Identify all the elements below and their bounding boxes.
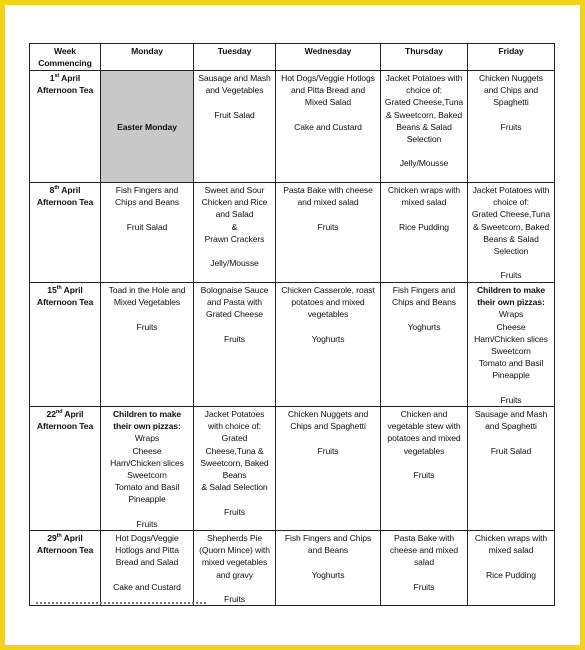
menu-line	[471, 382, 551, 394]
menu-line: Fruits	[500, 270, 522, 281]
menu-line: Pasta Bake with cheese and mixed salad	[283, 185, 373, 208]
menu-cell-tuesday	[194, 531, 276, 606]
menu-line	[197, 493, 272, 505]
week-date: 8	[49, 185, 55, 195]
header-friday: Friday	[468, 44, 555, 71]
menu-line: Fruits	[224, 333, 245, 344]
menu-line: Fish Fingers and Chips and Beans	[115, 185, 179, 208]
week-commencing-cell	[30, 531, 101, 606]
week-month: April	[63, 285, 83, 295]
menu-cell-monday	[101, 531, 194, 606]
menu-line: Chicken wraps with mixed salad	[474, 533, 548, 556]
menu-line: Ham/Chicken slices	[474, 333, 548, 344]
menu-line: Ham/Chicken slices	[110, 457, 184, 468]
week-date: 15	[47, 285, 57, 295]
menu-line: Shepherds Pie (Quorn Mince) with mixed vegetables and gravy	[199, 533, 270, 580]
week-row	[30, 183, 555, 283]
menu-sheet	[29, 43, 554, 606]
menu-line	[279, 321, 377, 333]
menu-line	[279, 432, 377, 444]
menu-line: Chicken Casserole, roast potatoes and mixed vegetables	[281, 285, 375, 320]
menu-line: Fish Fingers and Chips and Beans	[284, 533, 372, 556]
menu-line	[104, 308, 190, 320]
menu-line: Fruits	[413, 470, 435, 481]
menu-line: Chicken Nuggets and Chips and Spaghetti	[479, 73, 543, 108]
week-label: Afternoon Tea	[36, 197, 94, 208]
menu-line: Sausage and Mash and Vegetables	[198, 73, 271, 96]
menu-line: Jacket Potatoes with choice of:	[385, 73, 463, 96]
menu-line	[197, 581, 272, 593]
week-label: Afternoon Tea	[36, 545, 94, 556]
week-row	[30, 531, 555, 606]
header-row	[30, 44, 555, 71]
week-row	[30, 407, 555, 531]
menu-line: Yoghurts	[311, 333, 345, 344]
menu-cell-friday	[468, 183, 555, 283]
menu-line: Fruits	[224, 506, 245, 517]
week-date: 22	[46, 409, 56, 420]
menu-line: Rice Pudding	[399, 221, 449, 232]
menu-line: Chicken Nuggets and Chips and Spaghetti	[287, 409, 369, 432]
menu-line	[197, 321, 272, 333]
menu-line	[471, 109, 551, 121]
menu-line: Sausage and Mash and Spaghetti	[474, 409, 548, 432]
menu-line	[279, 556, 377, 568]
menu-line	[104, 506, 190, 518]
menu-line: Hot Dogs/Veggie Hotlogs and Pitta Bread and Mixed Salad	[281, 73, 375, 108]
menu-line: Fruits	[136, 321, 158, 332]
menu-line: Cake and Custard	[294, 121, 362, 132]
menu-cell-wednesday	[276, 407, 381, 531]
week-label: Afternoon Tea	[36, 85, 94, 96]
menu-line	[384, 569, 464, 581]
menu-line: Fruits	[224, 594, 245, 605]
header-tuesday: Tuesday	[194, 44, 276, 71]
week-date-suffix: nd	[55, 409, 63, 416]
week-row	[30, 283, 555, 407]
menu-cell-monday	[101, 407, 194, 531]
menu-line: Rice Pudding	[486, 569, 536, 580]
menu-line: Pineapple	[492, 370, 530, 381]
menu-line: &	[231, 221, 238, 232]
week-month: April	[64, 409, 84, 420]
page-cutoff-line	[36, 602, 206, 607]
header-monday: Monday	[101, 44, 194, 71]
menu-cell-monday	[101, 283, 194, 407]
menu-line: Jacket Potatoes with choice of: Grated Cheese,Tuna & Sweetcorn, Baked Beans	[200, 409, 269, 481]
menu-line: Fruits	[500, 394, 522, 405]
menu-line: Prawn Crackers	[204, 233, 265, 244]
menu-line	[197, 245, 272, 257]
menu-line: Chicken and vegetable stew with potatoes and mixed vegetables	[387, 409, 461, 456]
menu-cell-monday	[101, 71, 194, 183]
menu-cell-friday	[468, 407, 555, 531]
menu-line: Fruits	[317, 221, 339, 232]
menu-line	[104, 569, 190, 581]
menu-cell-friday	[468, 71, 555, 183]
week-label: Afternoon Tea	[36, 421, 94, 432]
week-commencing-cell	[30, 71, 101, 183]
menu-line: Sweetcorn	[127, 470, 167, 481]
menu-line	[384, 457, 464, 469]
week-row	[30, 71, 555, 183]
menu-line: Jelly/Mousse	[399, 158, 449, 169]
menu-cell-tuesday	[194, 183, 276, 283]
menu-line: Yoghurts	[311, 569, 345, 580]
menu-cell-wednesday	[276, 531, 381, 606]
menu-cell-friday	[468, 283, 555, 407]
menu-line: Jelly/Mousse	[210, 258, 259, 269]
week-commencing-cell	[30, 283, 101, 407]
week-date-suffix: st	[54, 73, 60, 80]
menu-cell-wednesday	[276, 183, 381, 283]
menu-line: & Salad Selection	[201, 482, 268, 493]
menu-line	[471, 257, 551, 269]
menu-line	[104, 208, 190, 220]
menu-line: Jacket Potatoes with choice of:	[472, 185, 550, 208]
menu-line	[471, 432, 551, 444]
menu-line: Wraps	[498, 309, 524, 320]
menu-cell-thursday	[381, 71, 468, 183]
menu-line: Sweetcorn	[491, 346, 531, 357]
menu-line: Fruits	[413, 581, 435, 592]
menu-line: Fish Fingers and Chips and Beans	[392, 285, 456, 308]
menu-line	[279, 208, 377, 220]
menu-line	[471, 556, 551, 568]
menu-cell-thursday	[381, 283, 468, 407]
menu-line: Fruits	[136, 518, 158, 529]
menu-cell-wednesday	[276, 283, 381, 407]
menu-line: Fruit Salad	[214, 109, 255, 120]
menu-line	[279, 109, 377, 121]
week-commencing-cell	[30, 183, 101, 283]
week-month: April	[61, 185, 81, 195]
menu-table	[29, 43, 555, 606]
menu-line: Toad in the Hole and Mixed Vegetables	[108, 285, 186, 308]
menu-line	[384, 208, 464, 220]
menu-line: Fruit Salad	[126, 221, 168, 232]
week-month: April	[63, 533, 83, 544]
week-date-suffix: th	[54, 185, 60, 192]
menu-line: Children to make their own pizzas:	[112, 409, 182, 432]
menu-line: Grated Cheese,Tuna & Sweetcorn, Baked Beans & Salad Selection	[384, 97, 464, 145]
menu-cell-tuesday	[194, 407, 276, 531]
menu-line: Hot Dogs/Veggie Hotlogs and Pitta Bread and Salad	[115, 533, 179, 568]
menu-cell-thursday	[381, 407, 468, 531]
menu-line: Children to make their own pizzas:	[476, 285, 546, 308]
menu-cell-tuesday	[194, 71, 276, 183]
menu-cell-friday	[468, 531, 555, 606]
menu-line: Pasta Bake with cheese and mixed salad	[389, 533, 459, 568]
week-date-suffix: th	[56, 285, 62, 292]
menu-line: Fruits	[500, 121, 522, 132]
menu-line: Pineapple	[128, 494, 166, 505]
week-commencing-cell	[30, 407, 101, 531]
menu-cell-tuesday	[194, 283, 276, 407]
header-wednesday: Wednesday	[276, 44, 381, 71]
menu-cell-thursday	[381, 183, 468, 283]
menu-line	[197, 96, 272, 108]
menu-line: Bolognaise Sauce and Pasta with Grated Cheese	[200, 285, 269, 320]
menu-line	[384, 145, 464, 157]
menu-line: Cheese	[496, 321, 526, 332]
menu-line: Tomato and Basil	[114, 482, 180, 493]
week-date: 1	[49, 73, 55, 83]
menu-line: Chicken wraps with mixed salad	[387, 185, 461, 208]
week-month: April	[61, 73, 81, 83]
week-label: Afternoon Tea	[36, 297, 94, 308]
menu-line: Easter Monday	[117, 121, 177, 132]
menu-line: Tomato and Basil	[478, 358, 544, 369]
menu-line: Cake and Custard	[113, 581, 181, 592]
week-date: 29	[47, 533, 57, 544]
header-week: Week Commencing	[30, 44, 101, 71]
menu-line: Fruit Salad	[490, 445, 532, 456]
week-date-suffix: th	[56, 533, 62, 540]
menu-line	[384, 308, 464, 320]
menu-body	[30, 71, 555, 606]
menu-line: Fruits	[317, 445, 339, 456]
menu-line: Cheese	[132, 445, 162, 456]
menu-line: Grated Cheese,Tuna & Sweetcorn, Baked Beans & Salad Selection	[471, 209, 551, 257]
menu-cell-monday	[101, 183, 194, 283]
menu-cell-thursday	[381, 531, 468, 606]
menu-cell-wednesday	[276, 71, 381, 183]
menu-line: Sweet and Sour Chicken and Rice and Salad	[201, 185, 268, 220]
header-thursday: Thursday	[381, 44, 468, 71]
menu-line: Yoghurts	[407, 321, 441, 332]
menu-line: Wraps	[134, 433, 160, 444]
